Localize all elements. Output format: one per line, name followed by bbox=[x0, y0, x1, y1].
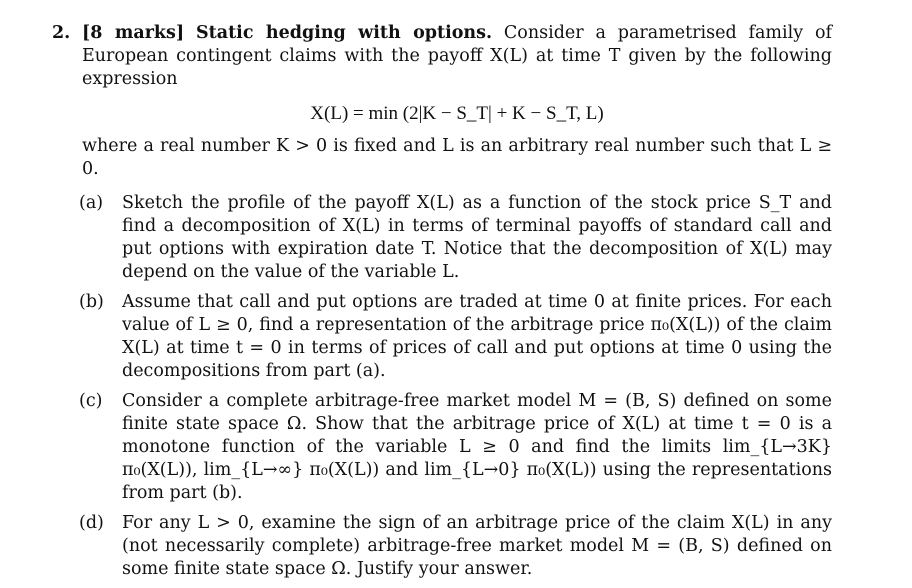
part-text: Sketch the profile of the payoff X(L) as a function of the stock price S_T and find a decomposition of X(L) in terms of terminal payoffs of standard call and put options with expiration date T. Notice that the decomposition of X(L) may depend on the value of the variable L. bbox=[122, 193, 832, 282]
part-label: (a) bbox=[79, 193, 104, 213]
part-label: (c) bbox=[79, 391, 103, 411]
part-text: Consider a complete arbitrage-free market model M = (B, S) defined on some finite state space Ω. Show that the arbitrage price of X(L) at time t = 0 is a monotone function of the variable L ≥ 0 and find the limits lim_{L→3K} π₀(X(L)), lim_{L→∞} π₀(X(L)) and lim_{L→0} π₀(X(L)) using the representations from part (b). bbox=[122, 391, 832, 503]
question-header bbox=[52, 22, 832, 181]
part-text: For any L > 0, examine the sign of an arbitrage price of the claim X(L) in any (not necessarily complete) arbitrage-free market model M = (B, S) defined on some finite state space Ω. Justify your answer. bbox=[122, 513, 832, 579]
part-d bbox=[52, 512, 832, 581]
question-marks: [8 marks] bbox=[82, 23, 185, 43]
part-b bbox=[52, 291, 832, 383]
question-2 bbox=[52, 22, 832, 588]
question-parts bbox=[52, 192, 832, 581]
formula-conditions: where a real number K > 0 is fixed and L is an arbitrary real number such that L ≥ 0. bbox=[82, 136, 832, 179]
part-label: (b) bbox=[79, 292, 104, 312]
part-text: Assume that call and put options are traded at time 0 at finite prices. For each value of L ≥ 0, find a representation of the arbitrage price π₀(X(L)) of the claim X(L) at time t = 0 in terms of prices of call and put options at time 0 using the decompositions from part (a). bbox=[122, 292, 832, 381]
part-c bbox=[52, 390, 832, 505]
question-title: Static hedging with options. bbox=[196, 23, 493, 43]
payoff-formula: X(L) = min (2|K − S_T| + K − S_T, L) bbox=[310, 103, 604, 124]
question-number: 2. bbox=[52, 23, 71, 43]
question-intro-text: Consider a parametrised family of European contingent claims with the payoff X(L) at time T given by the following expression bbox=[82, 23, 832, 89]
part-a bbox=[52, 192, 832, 284]
question-intro-paragraph bbox=[82, 22, 832, 91]
part-label: (d) bbox=[79, 513, 104, 533]
